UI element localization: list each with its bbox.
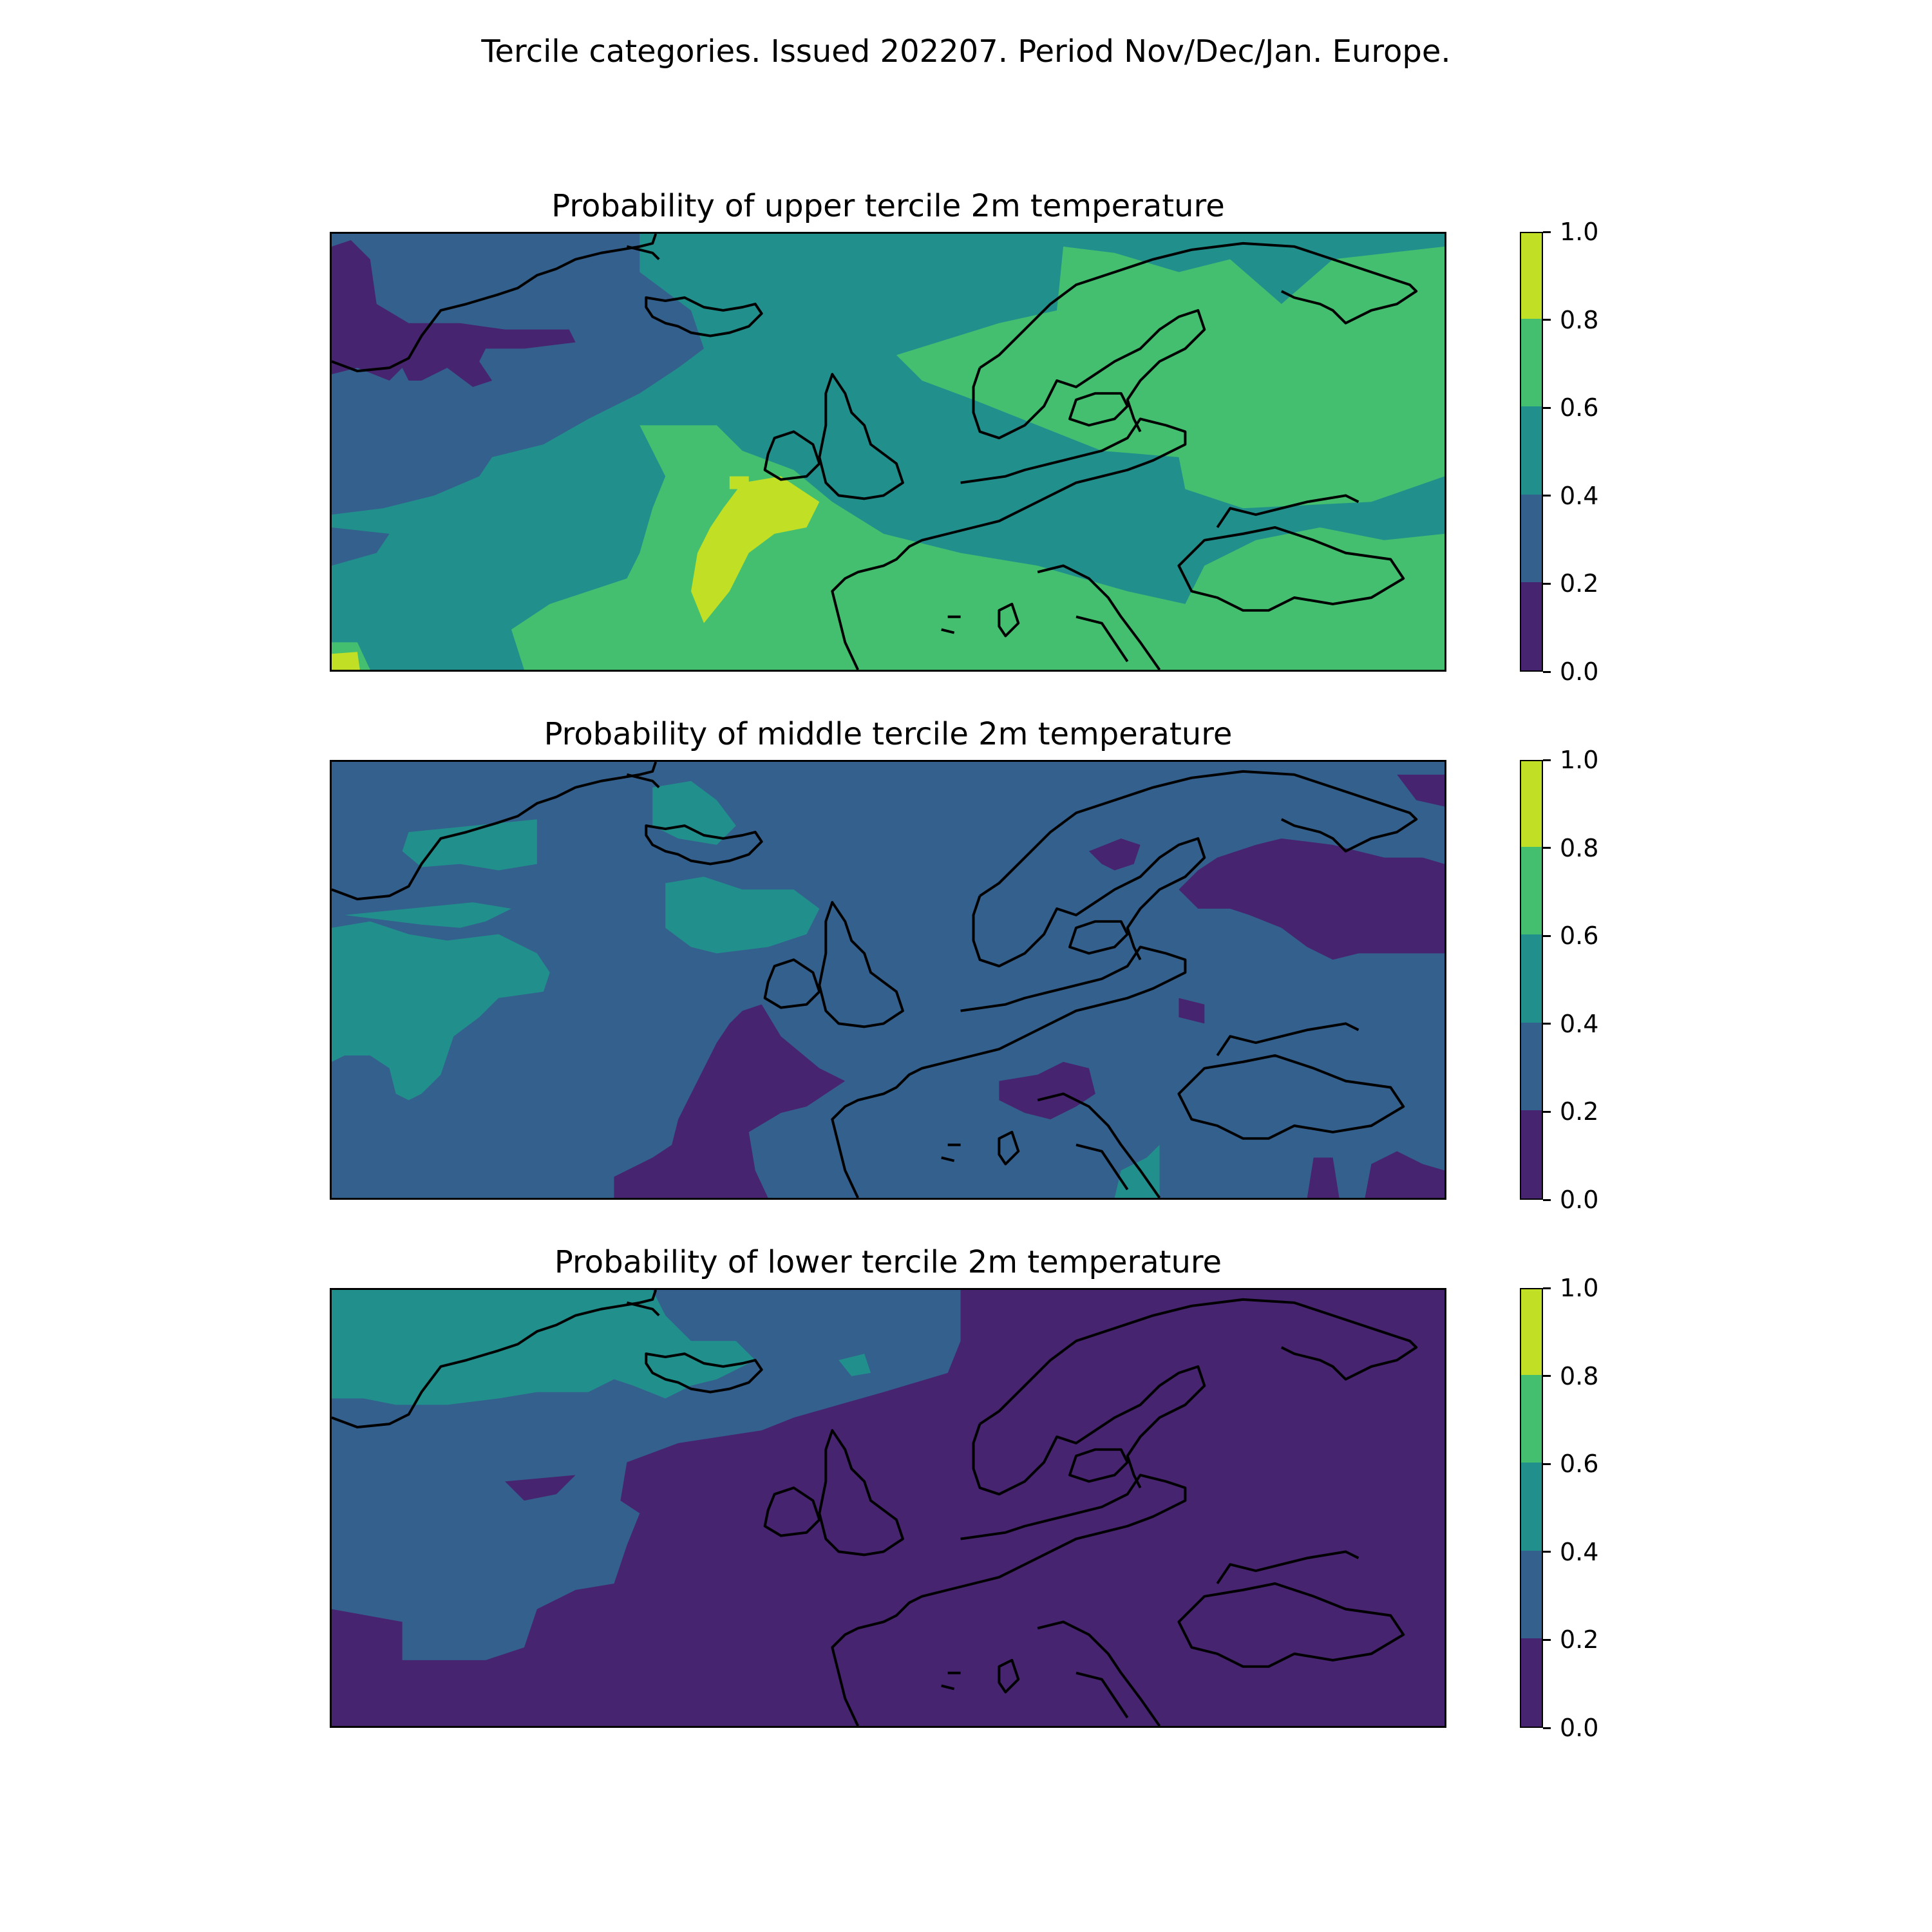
colorbar-tick-label: 0.4 [1560, 481, 1599, 510]
colorbar-tick [1543, 1727, 1551, 1729]
colorbar-segment-0.8-1 [1521, 760, 1542, 847]
colorbar-segment-0.2-0.4 [1521, 494, 1542, 582]
colorbar-segment-0-0.2 [1521, 1638, 1542, 1727]
panel-title-upper: Probability of upper tercile 2m temperature [551, 188, 1225, 224]
colorbar-segment-0.8-1 [1521, 232, 1542, 319]
colorbar-segment-0.6-0.8 [1521, 1374, 1542, 1463]
colorbar-segment-0.4-0.6 [1521, 1463, 1542, 1551]
colorbar-tick-label: 0.2 [1560, 569, 1599, 598]
colorbar-tick-label: 0.4 [1560, 1537, 1599, 1566]
middle-tercile-field [332, 762, 1444, 1198]
colorbar-tick-label: 0.6 [1560, 1450, 1599, 1479]
colorbar-tick [1543, 1463, 1551, 1465]
colorbar-tick-label: 1.0 [1560, 218, 1599, 246]
colorbar-tick-label: 0.0 [1560, 1186, 1599, 1214]
colorbar-segment-0-0.2 [1521, 1110, 1542, 1198]
panel-title-lower: Probability of lower tercile 2m temperature [554, 1244, 1222, 1280]
colorbar-tick [1543, 1375, 1551, 1377]
colorbar-tick [1543, 1023, 1551, 1025]
colorbar-segment-0.2-0.4 [1521, 1550, 1542, 1638]
colorbar-tick-label: 0.0 [1560, 658, 1599, 686]
colorbar-tick-label: 0.8 [1560, 1361, 1599, 1390]
colorbar-tick [1543, 671, 1551, 673]
colorbar-segment-0.8-1 [1521, 1288, 1542, 1375]
colorbar-segment-0.4-0.6 [1521, 934, 1542, 1023]
colorbar-tick [1543, 1639, 1551, 1641]
colorbar-segment-0-0.2 [1521, 582, 1542, 670]
colorbar-tick-label: 0.4 [1560, 1009, 1599, 1038]
colorbar-tick [1543, 495, 1551, 497]
colorbar-tick-label: 0.6 [1560, 393, 1599, 422]
colorbar-tick-label: 0.6 [1560, 922, 1599, 951]
colorbar-tick [1543, 935, 1551, 937]
map-upper-tercile [330, 232, 1446, 672]
colorbar-tick-label: 0.0 [1560, 1714, 1599, 1742]
colorbar-tick-label: 0.2 [1560, 1625, 1599, 1654]
colorbar-tick [1543, 1287, 1551, 1289]
colorbar-upper [1520, 232, 1543, 672]
colorbar-lower [1520, 1288, 1543, 1728]
colorbar-tick [1543, 1199, 1551, 1201]
map-lower-tercile [330, 1288, 1446, 1728]
colorbar-segment-0.6-0.8 [1521, 318, 1542, 406]
colorbar-tick-label: 1.0 [1560, 1274, 1599, 1302]
colorbar-tick [1543, 231, 1551, 233]
colorbar-tick [1543, 407, 1551, 409]
colorbar-segment-0.6-0.8 [1521, 846, 1542, 934]
figure-title: Tercile categories. Issued 202207. Period Nov/Dec/Jan. Europe. [481, 33, 1451, 70]
colorbar-tick [1543, 1551, 1551, 1553]
colorbar-tick-label: 0.2 [1560, 1097, 1599, 1126]
colorbar-tick-label: 1.0 [1560, 746, 1599, 774]
colorbar-segment-0.2-0.4 [1521, 1022, 1542, 1110]
colorbar-tick [1543, 583, 1551, 585]
lower-tercile-field [332, 1290, 1444, 1726]
panel-title-middle: Probability of middle tercile 2m temperature [544, 716, 1233, 752]
colorbar-middle [1520, 760, 1543, 1200]
upper-tercile-field [332, 234, 1444, 670]
colorbar-tick-label: 0.8 [1560, 305, 1599, 334]
colorbar-tick [1543, 1111, 1551, 1113]
map-middle-tercile [330, 760, 1446, 1200]
colorbar-tick [1543, 847, 1551, 849]
colorbar-segment-0.4-0.6 [1521, 406, 1542, 495]
colorbar-tick-label: 0.8 [1560, 833, 1599, 862]
colorbar-tick [1543, 759, 1551, 761]
colorbar-tick [1543, 319, 1551, 321]
